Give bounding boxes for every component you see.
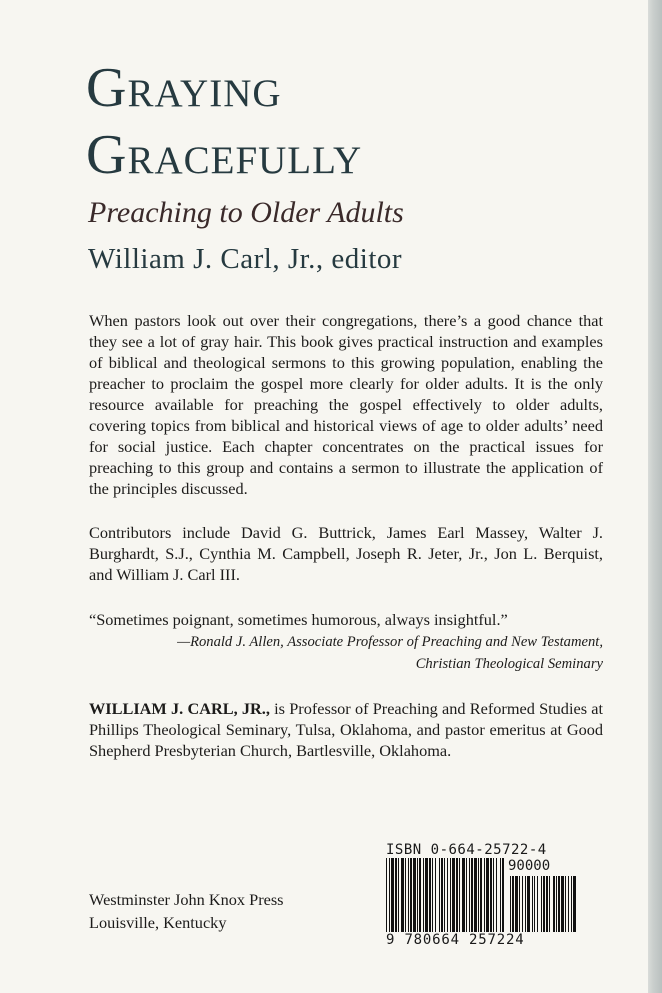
author-bio-text: is Professor of Preaching and Reformed Studies at Phillips Theological Seminary, Tulsa, Oklahoma, and pastor emeritus at Good Shepherd Presbyterian Church, Bartlesville, Oklahoma. bbox=[89, 699, 604, 760]
contributors: Contributors include David G. Buttrick, James Earl Massey, Walter J. Burghardt, S.J., Cynthia M. Campbell, Joseph R. Jeter, Jr., Jon L. Berquist, and William J. Carl III. bbox=[89, 523, 603, 584]
attribution-line-2: Christian Theological Seminary bbox=[415, 656, 603, 672]
author-name: WILLIAM J. CARL, JR., bbox=[89, 699, 270, 718]
endorsement-quote: “Sometimes poignant, sometimes humorous, always insightful.” bbox=[89, 610, 508, 629]
barcode-bars bbox=[382, 858, 582, 934]
publisher bbox=[89, 888, 284, 934]
isbn-barcode bbox=[382, 842, 582, 954]
title-line-1: Graying bbox=[86, 57, 282, 119]
publisher-name: Westminster John Knox Press bbox=[89, 890, 284, 909]
ean-label: 9 780664 257224 bbox=[386, 932, 525, 948]
price-code-label: 90000 bbox=[508, 858, 551, 874]
subtitle: Preaching to Older Adults bbox=[88, 196, 404, 229]
publisher-location: Louisville, Kentucky bbox=[89, 913, 227, 932]
title-line-2: Gracefully bbox=[86, 124, 363, 186]
author-bio bbox=[89, 698, 603, 761]
attribution-line-1: —Ronald J. Allen, Associate Professor of Preaching and New Testament, bbox=[177, 634, 603, 650]
spine-edge bbox=[648, 0, 662, 993]
isbn-label: ISBN 0-664-25722-4 bbox=[386, 842, 547, 858]
editor-credit: William J. Carl, Jr., editor bbox=[88, 243, 403, 275]
endorsement-attribution bbox=[83, 631, 603, 675]
book-description: When pastors look out over their congregations, there’s a good chance that they see a lot of gray hair. This book gives practical instruction and examples of biblical and theological sermons to this growing population, enabling the preacher to proclaim the gospel more clearly for older adults. It is the only resource available for preaching the gospel effectively to older adults, covering topics from biblical and historical views of age to older adults’ need for social justice. Each chapter concentrates on the practical issues for preaching to this group and contains a sermon to illustrate the application of the principles discussed. bbox=[89, 311, 603, 498]
